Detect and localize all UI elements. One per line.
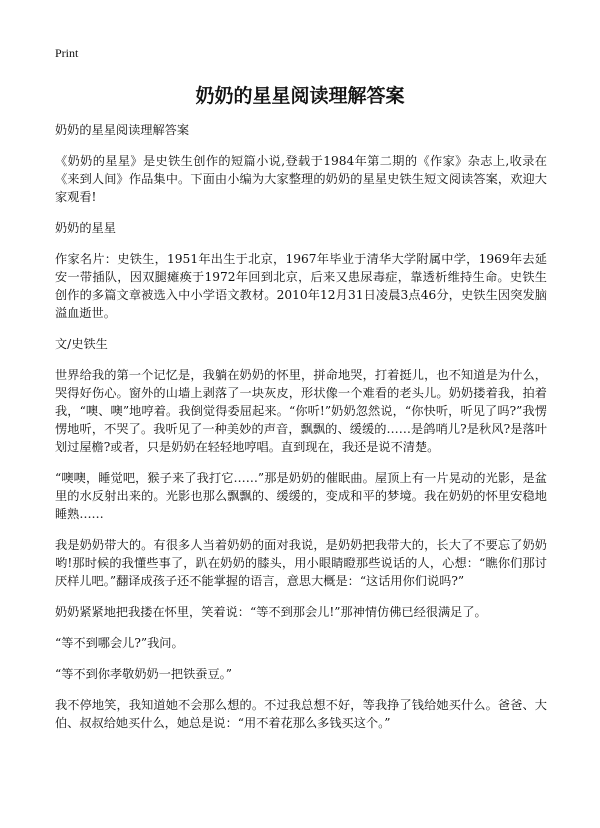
- author-byline: 文/史铁生: [55, 337, 108, 351]
- story-paragraph: 世界给我的第一个记忆是，我躺在奶奶的怀里，拼命地哭，打着挺儿，也不知道是为什么，哭得好伤心。窗外的山墙上剥落了一块灰皮，形状像一个难看的老头儿。奶奶搂着我，拍着我，“噢、噢”地哼着。我倒觉得委屈起来。“你听!”奶奶忽然说，“你快听，听见了吗?”我愣愣地听，不哭了。我听见了一种美妙的声音，飘飘的、缓缓的……是鸽哨儿?是秋风?是落叶划过屋檐?或者，只是奶奶在轻轻地哼唱。直到现在，我还是说不清楚。: [55, 368, 547, 454]
- author-bio-paragraph: 作家名片：史铁生，1951年出生于北京，1967年毕业于清华大学附属中学，1969年去延安一带插队，因双腿瘫痪于1972年回到北京，后来又患尿毒症，靠透析维持生命。史铁生创作的多篇文章被选入中小学语文教材。2010年12月31日凌晨3点46分，史铁生因突发脑溢血逝世。: [55, 252, 547, 320]
- story-paragraph: 我是奶奶带大的。有很多人当着奶奶的面对我说，是奶奶把我带大的，长大了不要忘了奶奶哟!那时候的我懂些事了，趴在奶奶的膝头，用小眼睛瞪那些说话的人，心想：“瞧你们那讨厌样儿吧。”翻译成孩子还不能掌握的语言，意思大概是：“这话用你们说吗?”: [55, 538, 547, 588]
- page-title: 奶奶的星星阅读理解答案: [195, 85, 405, 107]
- story-paragraph: “等不到你孝敬奶奶一把铁蚕豆。”: [55, 667, 232, 681]
- story-paragraph: 奶奶紧紧地把我搂在怀里，笑着说：“等不到那会儿!”那神情仿佛已经很满足了。: [55, 605, 487, 619]
- story-paragraph: 我不停地笑，我知道她不会那么想的。不过我总想不好，等我挣了钱给她买什么。爸爸、大伯、叔叔给她买什么，她总是说：“用不着花那么多钱买这个。”: [55, 698, 547, 730]
- story-paragraph: “噢噢，睡觉吧，猴子来了我打它……”那是奶奶的催眠曲。屋顶上有一片晃动的光影，是盆里的水反射出来的。光影也那么飘飘的、缓缓的，变成和平的梦境。我在奶奶的怀里安稳地睡熟……: [55, 471, 547, 521]
- print-link[interactable]: Print: [55, 46, 79, 60]
- section-heading: 奶奶的星星阅读理解答案: [55, 123, 190, 137]
- intro-paragraph: 《奶奶的星星》是史铁生创作的短篇小说,登载于1984年第二期的《作家》杂志上,收录在《来到人间》作品集中。下面由小编为大家整理的奶奶的星星史铁生短文阅读答案，欢迎大家观看!: [55, 154, 547, 204]
- story-paragraph: “等不到哪会儿?”我问。: [55, 636, 184, 650]
- story-title: 奶奶的星星: [55, 221, 116, 235]
- article-body: [55, 121, 547, 745]
